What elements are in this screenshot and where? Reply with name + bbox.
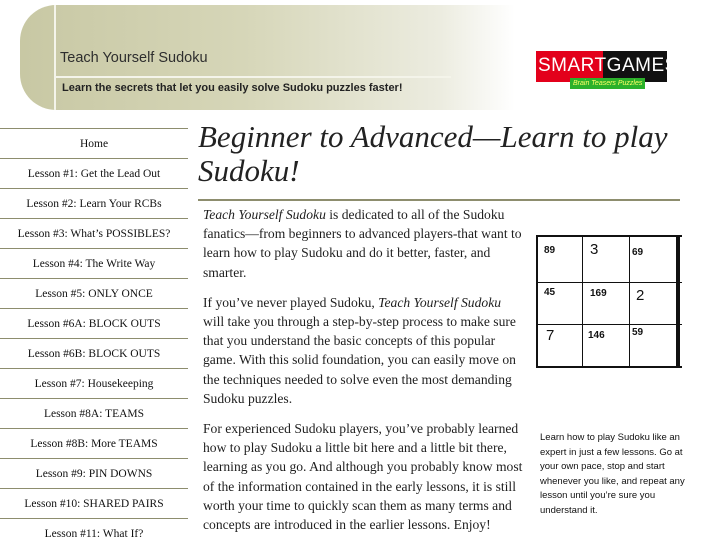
beginner-text: will take you through a step-by-step process to make sure that you understand the basic concepts of this popular game. With this solid foundation, you can easily move on the techniques needed to solve even the most demanding Sudoku puzzles. xyxy=(203,314,516,406)
page-title: Beginner to Advanced—Learn to play Sudoku! xyxy=(198,119,668,188)
intro-paragraph xyxy=(203,205,525,282)
header-banner xyxy=(20,5,515,110)
beginner-paragraph xyxy=(203,293,525,408)
sudoku-caption: Learn how to play Sudoku like an expert in just a few lessons. Go at your own pace, stop and start whenever you like, and repeat any lesson until you’re sure you understand it. xyxy=(540,432,685,516)
nav-item-lesson[interactable]: Lesson #4: The Write Way xyxy=(0,248,188,278)
site-tagline: Learn the secrets that let you easily solve Sudoku puzzles faster! xyxy=(62,82,403,94)
sudoku-cell: 45 xyxy=(544,287,556,298)
beginner-text-pre: If you’ve never played Sudoku, xyxy=(203,294,379,310)
beginner-emphasis: Teach Yourself Sudoku xyxy=(378,294,502,310)
sudoku-cell: 89 xyxy=(544,245,556,256)
logo-text-red: SMART xyxy=(538,55,607,76)
banner-divider-vertical xyxy=(54,5,56,110)
banner-divider-horizontal xyxy=(56,76,451,78)
grid-line xyxy=(676,235,680,368)
main-content xyxy=(203,205,525,545)
sudoku-grid-image xyxy=(536,235,682,368)
intro-emphasis: Teach Yourself Sudoku xyxy=(203,207,326,222)
nav-item-home[interactable]: Home xyxy=(0,128,188,158)
intro-text: is dedicated to all of the Sudoku fanatics—from beginners to advanced players-that want to learn how to play Sudoku and do it better, faster, and smarter. xyxy=(203,207,522,280)
nav-item-lesson[interactable]: Lesson #11: What If? xyxy=(0,518,188,548)
nav-item-lesson[interactable]: Lesson #6A: BLOCK OUTS xyxy=(0,308,188,338)
grid-line xyxy=(536,324,682,325)
sudoku-cell: 59 xyxy=(632,327,644,338)
grid-line xyxy=(582,235,583,368)
grid-line xyxy=(629,235,630,368)
nav-item-lesson[interactable]: Lesson #10: SHARED PAIRS xyxy=(0,488,188,518)
sudoku-cell: 3 xyxy=(590,241,599,258)
nav-item-lesson[interactable]: Lesson #6B: BLOCK OUTS xyxy=(0,338,188,368)
sudoku-cell: 169 xyxy=(590,288,607,299)
sidebar-nav xyxy=(0,128,188,548)
nav-item-lesson[interactable]: Lesson #2: Learn Your RCBs xyxy=(0,188,188,218)
experienced-paragraph: For experienced Sudoku players, you’ve probably learned how to play Sudoku a little bit here and a little bit there, learning as you go. And although you probably know most of the information contained in the early lessons, it is still worth your time to quickly scan them as many terms and concepts are introduced in the earlier lessons. Enjoy! xyxy=(203,421,523,533)
sudoku-cell: 7 xyxy=(546,327,555,344)
logo-text-black: GAMES xyxy=(606,55,678,76)
nav-item-lesson[interactable]: Lesson #9: PIN DOWNS xyxy=(0,458,188,488)
grid-line xyxy=(536,235,538,368)
nav-item-lesson[interactable]: Lesson #7: Housekeeping xyxy=(0,368,188,398)
nav-item-lesson[interactable]: Lesson #8A: TEAMS xyxy=(0,398,188,428)
sudoku-cell: 146 xyxy=(588,330,605,341)
sudoku-cell: 69 xyxy=(632,247,644,258)
smartgames-logo[interactable] xyxy=(536,51,678,91)
grid-line xyxy=(536,366,682,368)
title-divider xyxy=(198,199,680,201)
grid-line xyxy=(536,282,682,283)
logo-subtitle: Brain Teasers Puzzles xyxy=(570,78,645,89)
nav-item-lesson[interactable]: Lesson #5: ONLY ONCE xyxy=(0,278,188,308)
nav-item-lesson[interactable]: Lesson #1: Get the Lead Out xyxy=(0,158,188,188)
nav-item-lesson[interactable]: Lesson #8B: More TEAMS xyxy=(0,428,188,458)
sudoku-cell: 2 xyxy=(636,287,645,304)
site-title: Teach Yourself Sudoku xyxy=(60,50,208,66)
nav-item-lesson[interactable]: Lesson #3: What’s POSSIBLES? xyxy=(0,218,188,248)
grid-line xyxy=(536,235,682,237)
